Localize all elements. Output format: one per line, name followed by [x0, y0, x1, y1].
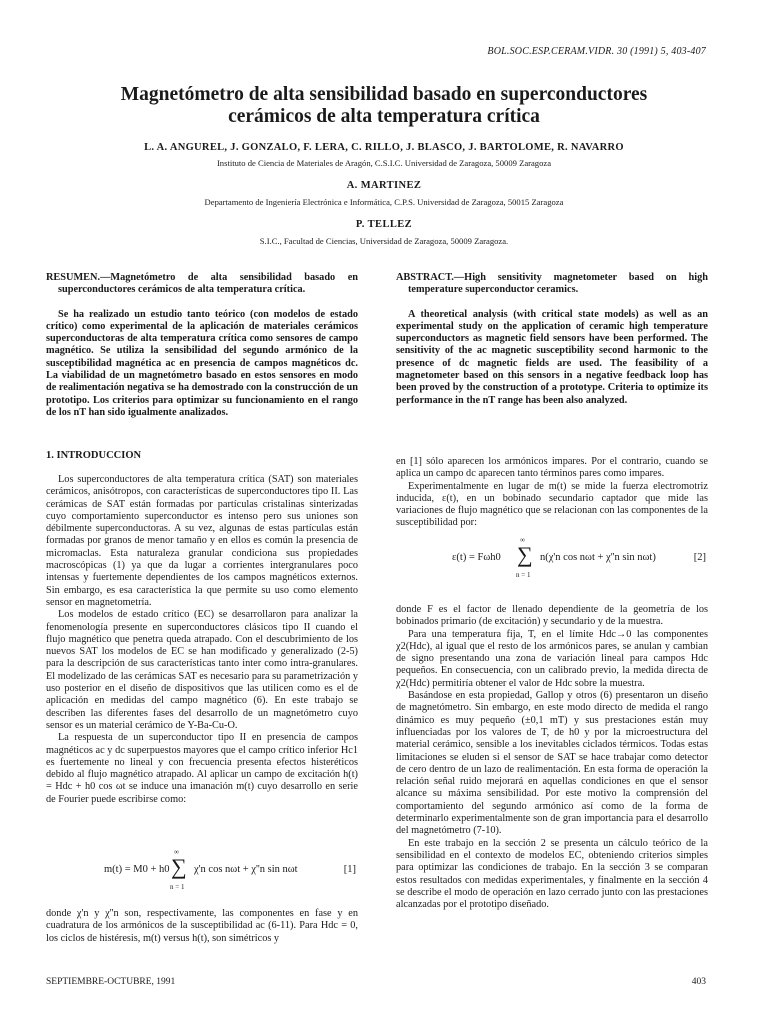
resumen-heading: RESUMEN.—Magnetómetro de alta sensibilidad basado en superconductores cerámicos de alta temperatura crítica. [46, 272, 358, 296]
eq2-sum-lower: n = 1 [516, 571, 531, 579]
eq1-sum-upper: ∞ [174, 848, 179, 856]
right-paragraph-4: Para una temperatura fija, T, en el límite Hdc→0 las componentes χ2(Hdc), al igual que el resto de los armónicos pares, se anulan y cambian de signo presentando una zona de variación lineal para campos Hdc pequeños. En consecuencia, con un calibrado previo, la medida directa de χ2(Hdc) permitiría obtener el valor de Hdc sobre la muestra. [396, 628, 708, 689]
right-paragraph-2: Experimentalmente en lugar de m(t) se mide la fuerza electromotriz inducida, ε(t), en un bobinado secundario captador que mide las variaciones de flujo magnético que se relacionan con las componentes de la susceptibilidad por: [396, 480, 708, 529]
eq1-lhs: m(t) = M0 + h0 [104, 864, 170, 875]
right-paragraph-1: en [1] sólo aparecen los armónicos impares. Por el contrario, cuando se aplica un campo dc aparecen tanto términos pares como impares. [396, 456, 708, 480]
intro-right-top [396, 456, 708, 530]
page-number: 403 [691, 977, 706, 987]
title-line-2: cerámicos de alta temperatura crítica [228, 106, 540, 127]
eq1-rhs: χ'n cos nωt + χ''n sin nωt [194, 864, 298, 875]
paper-title [60, 84, 708, 128]
affiliation-1: Instituto de Ciencia de Materiales de Aragón, C.S.I.C. Universidad de Zaragoza, 50009 Zaragoza [216, 158, 552, 168]
eq2-number: [2] [693, 552, 706, 563]
journal-reference: BOL.SOC.ESP.CERAM.VIDR. 30 (1991) 5, 403-407 [487, 46, 706, 57]
eq2-rhs: n(χ'n cos nωt + χ''n sin nωt) [540, 552, 656, 563]
eq2-lhs: ε(t) = Fωh0 [452, 552, 501, 563]
affiliation-2: Departamento de Ingeniería Electrónica e Informática, C.P.S. Universidad de Zaragoza, 50015 Zaragoza [204, 197, 564, 207]
after-eq1-paragraph: donde χ'n y χ''n son, respectivamente, las componentes en fase y en cuadratura de los armónicos de la susceptibilidad ac (6-11). Para Hdc = 0, los ciclos de histéresis, m(t) versus h(t), son simétricos y [46, 908, 358, 944]
affiliation-3: S.I.C., Facultad de Ciencias, Universidad de Zaragoza, 50009 Zaragoza. [259, 236, 509, 246]
intro-left-column [46, 474, 358, 806]
author-martinez: A. MARTINEZ [346, 180, 422, 191]
eq2-sum-symbol: ∑ [517, 542, 533, 567]
resumen-block [46, 272, 358, 419]
intro-right-bottom [396, 604, 708, 911]
equation-2 [396, 534, 708, 596]
abstract-block [396, 272, 708, 407]
authors-main: L. A. ANGUREL, J. GONZALO, F. LERA, C. RILLO, J. BLASCO, J. BARTOLOME, R. NAVARRO [144, 142, 624, 153]
intro-paragraph-1: Los superconductores de alta temperatura crítica (SAT) son materiales cerámicos, anisótropos, con características de superconductores tipo II. Las cerámicas de SAT están formadas por partículas cristalinas sinterizadas cuyo comportamiento superconductor es intenso pero sus uniones son débilmente superconductoras. A su vez, algunas de estas partículas están formadas por granos de menor tamaño y en ellos es común la presencia de micromaclas. Esta naturaleza granular condiciona sus propiedades macroscópicas (1) ya que da lugar a corrientes intergranulares poco intensas y fuertemente dependientes de los campos magnéticos externos. Sin embargo, es esa característica la que permite su uso como elemento sensor en magnetometría. [46, 474, 358, 608]
eq2-sum-upper: ∞ [520, 536, 525, 544]
footer-date: SEPTIEMBRE-OCTUBRE, 1991 [46, 977, 176, 987]
eq1-number: [1] [343, 864, 356, 875]
eq1-sum-symbol: ∑ [171, 854, 187, 879]
resumen-body: Se ha realizado un estudio tanto teórico (con modelos de estado crítico) como experimental de la aplicación de materiales cerámicos superconductoras de alta temperatura crítica como sensores de campo magnético. Se utiliza la sensibilidad del segundo armónico de la susceptibilidad magnética ac en presencia de campos magnéticos dc. La viabilidad de un magnetómetro basado en estos sensores en modo de realimentación negativa se ha demostrado con la construcción de un prototipo. Los criterios para optimizar su funcionamiento en el rango de los nT han sido igualmente analizados. [46, 308, 358, 418]
eq1-sum-lower: n = 1 [170, 883, 185, 891]
abstract-body: A theoretical analysis (with critical state models) as well as an experimental study on the application of ceramic high temperature superconductors as magnetic field sensors have been performed. The sensitivity of the ac magnetic susceptibility second harmonic to the presence of dc magnetic fields are used. The feasibility of a magnetometer based on this sensors in a negative feedback loop has been proved by the construction of a prototype. Criteria to optimize its performance in the nT range has been also analyzed. [396, 308, 708, 406]
author-tellez: P. TELLEZ [355, 219, 413, 230]
right-paragraph-6: En este trabajo en la sección 2 se presenta un cálculo teórico de la sensibilidad en el contexto de modelos EC, obteniendo criterios simples para optimizar las condiciones de trabajo. En la sección 3 se comparan estos resultados con medidas experimentales, y finalmente en la sección 4 se describe el modo de operación en lazo cerrado junto con las prestaciones alcanzadas por el prototipo diseñado. [396, 837, 708, 911]
right-paragraph-3: donde F es el factor de llenado dependiente de la geometría de los bobinados primario (de excitación) y secundario y de la muestra. [396, 604, 708, 628]
right-paragraph-5: Basándose en esta propiedad, Gallop y otros (6) presentaron un diseño de magnetómetro. Sin embargo, en este modo directo de medida el rango dinámico es muy pequeño (±0,1 mT) y sus prestaciones están muy influenciadas por los valores de T, de h0 y por la microestructura del material cerámico, sensible a los inevitables ciclados térmicos. Todas estas limitaciones se eluden si el sensor de SAT se hace trabajar como detector de cero dentro de un lazo de realimentación. En esta forma de operación la relación señal ruido mejorará en aquellas condiciones en que el sensor alcance su máxima sensibilidad. Por este motivo la comprensión del comportamiento del segundo armónico así como de la forma de determinarlo experimentalmente son de gran importancia para el desarrollo del magnetómetro (7-10). [396, 690, 708, 837]
section-1-heading: 1. INTRODUCCION [46, 450, 142, 461]
abstract-heading: ABSTRACT.—High sensitivity magnetometer based on high temperature superconductor ceramics. [396, 272, 708, 296]
after-eq1-text [46, 908, 358, 945]
equation-1 [46, 848, 358, 898]
intro-paragraph-3: La respuesta de un superconductor tipo II en presencia de campos magnéticos ac y dc superpuestos mayores que el campo crítico inferior Hc1 es fuertemente no lineal y con frecuencia presenta efectos histeréticos debido al flujo magnético atrapado. Al aplicar un campo de excitación h(t) = Hdc + h0 cos ωt se induce una imanación m(t) cuyo desarrollo en serie de Fourier puede escribirse como: [46, 732, 358, 805]
intro-paragraph-2: Los modelos de estado crítico (EC) se desarrollaron para analizar la fenomenología presente en superconductores clásicos tipo II cuando el flujo magnético que penetra queda atrapado. Con el descubrimiento de los nuevos SAT los modelos de EC se han modificado y generalizado (2-5) para la descripción de sus características tanto inter como intra-granulares. El modelizado de las cerámicas SAT es necesario para su parametrización y uso posterior en el diseño de dispositivos que las utilicen como es el de aplicación en medidas del campo magnético (6). En este trabajo se describen las diferentes fases del desarrollo de un magnetómetro cuyo sensor es un material cerámico de Y-Ba-Cu-O. [46, 609, 358, 731]
title-line-1: Magnetómetro de alta sensibilidad basado en superconductores [120, 84, 648, 105]
